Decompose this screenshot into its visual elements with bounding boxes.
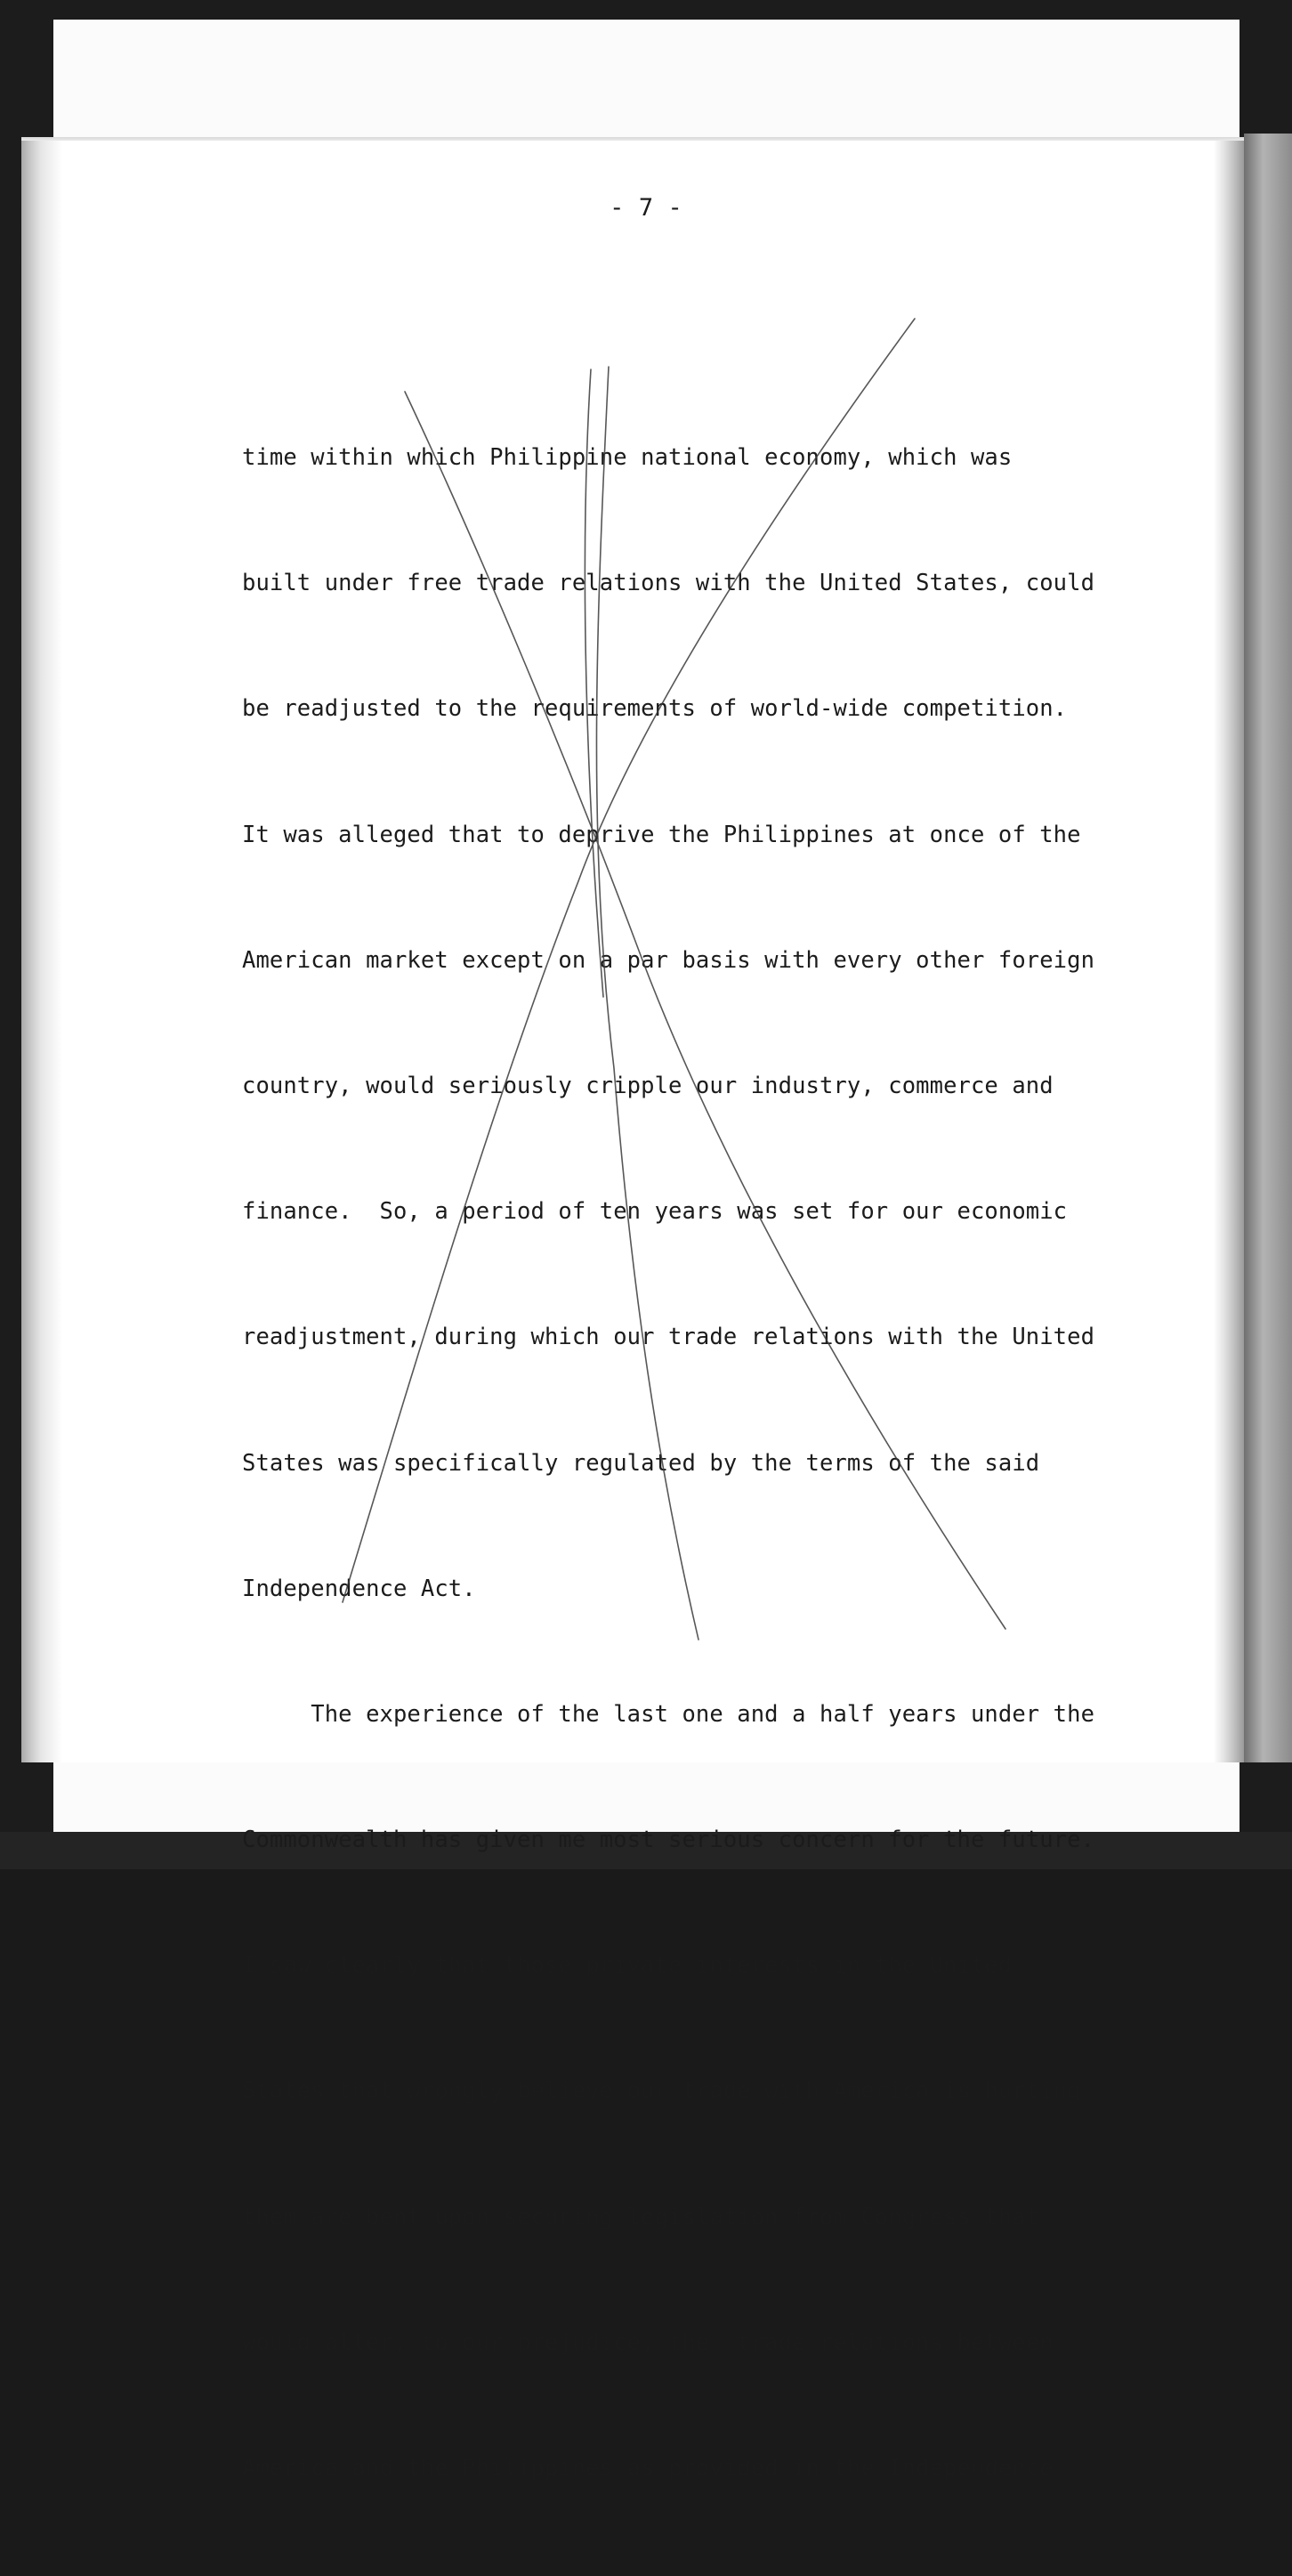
text-line: America and the Philippines as provided in the Independence [242, 2455, 1054, 2482]
text-line: readjustment, during which our trade relations with the United [242, 1324, 1095, 1351]
text-line: It was alleged that to deprive the Philippines at once of the [242, 821, 1081, 848]
text-line: them are bent upon securing legislation from Congress that [242, 2203, 1040, 2231]
text-line: States that wrongly believe our trade with America is hurting [242, 2078, 1081, 2105]
text-line: country, would seriously cripple our industry, commerce and [242, 1072, 1054, 1099]
text-line: time within which Philippine national economy, which was [242, 444, 1013, 471]
scan-edge-shadow [1244, 134, 1292, 1762]
text-line: The experience of the last one and a half years under the [242, 1700, 1095, 1728]
text-line: finance. So, a period of ten years was set for our economic [242, 1198, 1068, 1226]
text-line: Independence Act. [242, 1575, 476, 1602]
text-line: States was specifically regulated by the terms of the said [242, 1449, 1040, 1477]
page-number: - 7 - [610, 194, 682, 222]
text-line: American market except on a par basis with every other foreign [242, 946, 1095, 974]
text-line: Commonwealth has given me most serious concern for the future. [242, 1827, 1095, 1854]
text-line: would alter, to our prejudice, the trade relations between [242, 2329, 1054, 2356]
text-line: I saw clearly that those private interests in the United [242, 1952, 1013, 1980]
text-line: built under free trade relations with the United States, could [242, 570, 1095, 597]
text-line: be readjusted to the requirements of world-wide competition. [242, 695, 1068, 723]
body-text [242, 386, 1094, 2576]
